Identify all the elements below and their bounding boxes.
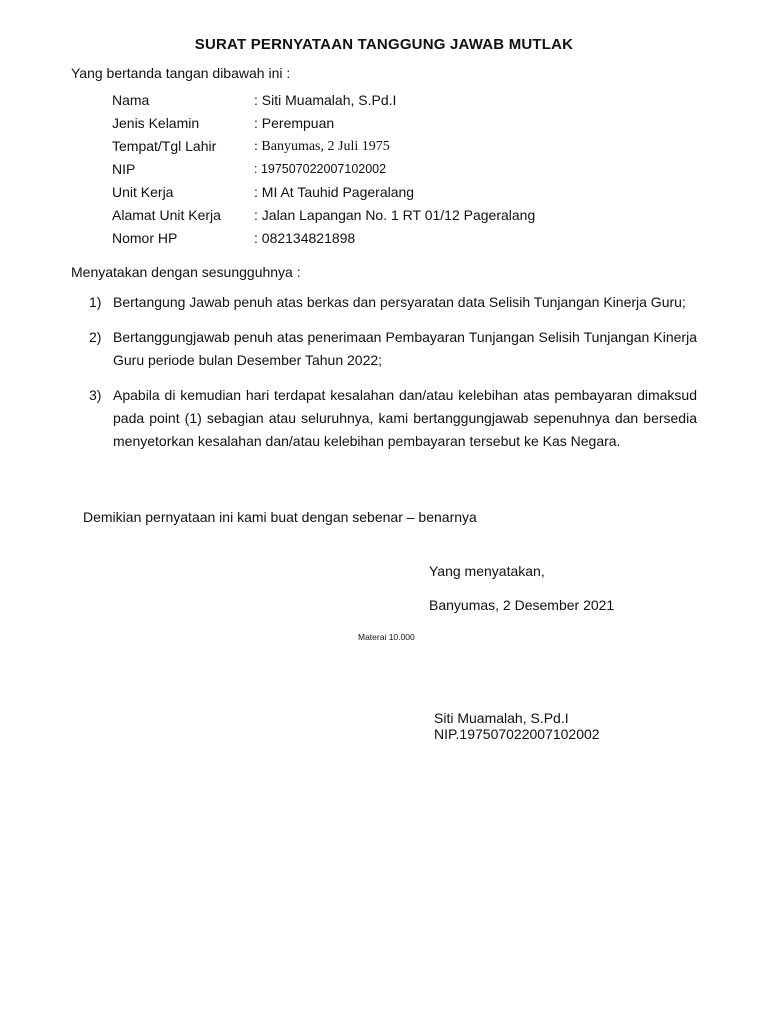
identity-row-nip [112, 158, 712, 181]
list-item [89, 291, 697, 314]
identity-label: NIP [112, 161, 136, 177]
identity-label: Jenis Kelamin [112, 115, 200, 131]
list-item-text: Apabila di kemudian hari terdapat kesalahan dan/atau kelebihan atas pembayaran dimaksud pada point (1) sebagian atau seluruhnya, kami bertanggungjawab sepenuhnya dan bersedia menyetorkan kesalahan dan/atau kelebihan pembayaran tersebut ke Kas Negara. [113, 387, 697, 449]
identity-value: : Perempuan [254, 115, 335, 131]
identity-value: : MI At Tauhid Pageralang [254, 184, 415, 200]
list-item [89, 326, 697, 372]
identity-label: Unit Kerja [112, 184, 174, 200]
identity-row-gender [112, 112, 712, 135]
identity-value: : Siti Muamalah, S.Pd.I [254, 92, 397, 108]
identity-row-unit [112, 181, 712, 204]
identity-label: Alamat Unit Kerja [112, 207, 221, 223]
signer-nip: NIP.197507022007102002 [434, 726, 600, 742]
identity-row-name [112, 89, 712, 112]
list-item-text: Bertangung Jawab penuh atas berkas dan persyaratan data Selisih Tunjangan Kinerja Guru; [113, 294, 686, 310]
declaration-text: Menyatakan dengan sesungguhnya : [71, 264, 301, 280]
signature-place-date: Banyumas, 2 Desember 2021 [429, 597, 615, 613]
signer-block [434, 710, 600, 742]
identity-table [112, 89, 712, 250]
identity-row-phone [112, 227, 712, 250]
statement-list [89, 291, 697, 465]
identity-row-address [112, 204, 712, 227]
identity-label: Tempat/Tgl Lahir [112, 138, 217, 154]
identity-label: Nomor HP [112, 230, 178, 246]
identity-label: Nama [112, 92, 150, 108]
list-item [89, 384, 697, 453]
identity-value: : Banyumas, 2 Juli 1975 [254, 139, 390, 154]
signature-label: Yang menyatakan, [429, 563, 545, 579]
list-item-text: Bertanggungjawab penuh atas penerimaan Pembayaran Tunjangan Selisih Tunjangan Kinerja Guru periode bulan Desember Tahun 2022; [113, 329, 697, 368]
closing-text: Demikian pernyataan ini kami buat dengan sebenar – benarnya [83, 509, 477, 525]
signer-name: Siti Muamalah, S.Pd.I [434, 710, 569, 726]
identity-row-birth [112, 135, 712, 158]
list-number: 3) [89, 387, 102, 403]
list-number: 2) [89, 329, 102, 345]
identity-value: : Jalan Lapangan No. 1 RT 01/12 Pageralang [254, 207, 536, 223]
list-number: 1) [89, 294, 102, 310]
document-title: SURAT PERNYATAAN TANGGUNG JAWAB MUTLAK [194, 36, 574, 53]
intro-text: Yang bertanda tangan dibawah ini : [71, 65, 291, 81]
identity-value: : 082134821898 [254, 230, 356, 246]
identity-value: : 197507022007102002 [254, 162, 387, 176]
stamp-label: Materai 10.000 [358, 632, 415, 642]
